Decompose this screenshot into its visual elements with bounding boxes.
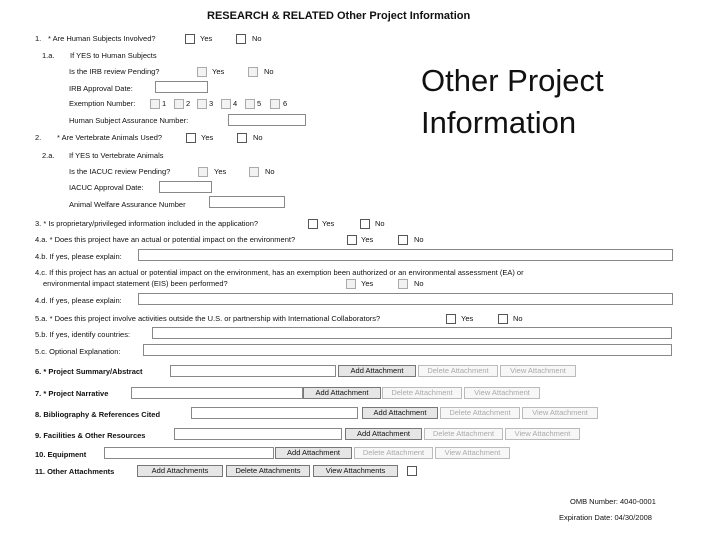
q1-yes-label: Yes: [200, 34, 213, 43]
q6-filename-field: [170, 365, 336, 377]
irb-date-field[interactable]: [155, 81, 208, 93]
irb-pending-yes-checkbox[interactable]: [197, 67, 207, 77]
q9-filename-field: [174, 428, 342, 440]
q7-filename-field: [131, 387, 303, 399]
q3-no-checkbox[interactable]: [360, 219, 370, 229]
q8-add-attachment-button[interactable]: Add Attachment: [362, 407, 438, 419]
welfare-field[interactable]: [209, 196, 285, 208]
q5a-yes-checkbox[interactable]: [446, 314, 456, 324]
q4c-no-label: No: [414, 279, 424, 288]
q3-no-label: No: [375, 219, 385, 228]
exemption-6-label: 6: [283, 99, 288, 108]
exemption-2-checkbox[interactable]: [174, 99, 184, 109]
iacuc-pending-no-label: No: [265, 167, 275, 176]
exemption-5-checkbox[interactable]: [245, 99, 255, 109]
q5b-label: 5.b. If yes, identify countries:: [35, 330, 131, 339]
q4a-yes-checkbox[interactable]: [347, 235, 357, 245]
q5a-yes-label: Yes: [461, 314, 474, 323]
exemption-5-label: 5: [257, 99, 262, 108]
q3-label: 3. * Is proprietary/privileged information included in the application?: [35, 219, 259, 228]
q5c-label: 5.c. Optional Explanation:: [35, 347, 121, 356]
q11-delete-attachments-button[interactable]: Delete Attachments: [226, 465, 310, 477]
q4b-explain-field[interactable]: [138, 249, 673, 261]
q5a-no-label: No: [513, 314, 523, 323]
q10-view-attachment-button[interactable]: View Attachment: [435, 447, 510, 459]
q4c-line1: 4.c. If this project has an actual or potential impact on the environment, has an exemption been authorized or an environmental assessment (EA) or: [35, 268, 524, 277]
q5c-explanation-field[interactable]: [143, 344, 672, 356]
iacuc-date-field[interactable]: [159, 181, 212, 193]
q8-view-attachment-button[interactable]: View Attachment: [522, 407, 598, 419]
q3-yes-label: Yes: [322, 219, 335, 228]
q4a-no-label: No: [414, 235, 424, 244]
q9-delete-attachment-button[interactable]: Delete Attachment: [424, 428, 503, 440]
irb-pending-no-label: No: [264, 67, 274, 76]
q4d-label: 4.d. If yes, please explain:: [35, 296, 122, 305]
exemption-label: Exemption Number:: [69, 99, 136, 108]
slide-title-line1: Other Project: [421, 63, 604, 98]
exemption-4-label: 4: [233, 99, 238, 108]
q9-view-attachment-button[interactable]: View Attachment: [505, 428, 580, 440]
q9-add-attachment-button[interactable]: Add Attachment: [345, 428, 422, 440]
exemption-3-label: 3: [209, 99, 214, 108]
q4c-no-checkbox[interactable]: [398, 279, 408, 289]
iacuc-pending-yes-label: Yes: [214, 167, 227, 176]
irb-pending-yes-label: Yes: [212, 67, 225, 76]
q1-no-label: No: [252, 34, 262, 43]
exemption-6-checkbox[interactable]: [270, 99, 280, 109]
q3-yes-checkbox[interactable]: [308, 219, 318, 229]
q2a-label: If YES to Vertebrate Animals: [69, 151, 164, 160]
q11-view-attachments-button[interactable]: View Attachments: [313, 465, 398, 477]
q1a-number: 1.a.: [42, 51, 55, 60]
form-title: RESEARCH & RELATED Other Project Information: [207, 10, 471, 22]
q6-delete-attachment-button[interactable]: Delete Attachment: [418, 365, 498, 377]
q8-filename-field: [191, 407, 358, 419]
assurance-field[interactable]: [228, 114, 306, 126]
exemption-1-checkbox[interactable]: [150, 99, 160, 109]
q11-label: 11. Other Attachments: [35, 467, 115, 476]
q4a-no-checkbox[interactable]: [398, 235, 408, 245]
q5b-countries-field[interactable]: [152, 327, 672, 339]
q10-label: 10. Equipment: [35, 450, 87, 459]
q2-no-checkbox[interactable]: [237, 133, 247, 143]
q11-checkbox[interactable]: [407, 466, 417, 476]
q2-no-label: No: [253, 133, 263, 142]
q2-yes-label: Yes: [201, 133, 214, 142]
q6-view-attachment-button[interactable]: View Attachment: [500, 365, 576, 377]
q1a-label: If YES to Human Subjects: [70, 51, 157, 60]
q7-add-attachment-button[interactable]: Add Attachment: [303, 387, 381, 399]
q6-label: 6. * Project Summary/Abstract: [35, 367, 143, 376]
q1-label: * Are Human Subjects Involved?: [48, 34, 156, 43]
q1-no-checkbox[interactable]: [236, 34, 246, 44]
q7-label: 7. * Project Narrative: [35, 389, 109, 398]
welfare-label: Animal Welfare Assurance Number: [69, 200, 186, 209]
q4a-yes-label: Yes: [361, 235, 374, 244]
q5a-label: 5.a. * Does this project involve activities outside the U.S. or partnership with International Collaborators?: [35, 314, 381, 323]
exemption-2-label: 2: [186, 99, 191, 108]
q7-view-attachment-button[interactable]: View Attachment: [464, 387, 540, 399]
q10-add-attachment-button[interactable]: Add Attachment: [275, 447, 352, 459]
q2-label: * Are Vertebrate Animals Used?: [57, 133, 163, 142]
q2-yes-checkbox[interactable]: [186, 133, 196, 143]
iacuc-pending-yes-checkbox[interactable]: [198, 167, 208, 177]
assurance-label: Human Subject Assurance Number:: [69, 116, 189, 125]
irb-date-label: IRB Approval Date:: [69, 84, 133, 93]
exemption-3-checkbox[interactable]: [197, 99, 207, 109]
q5a-no-checkbox[interactable]: [498, 314, 508, 324]
q1-number: 1.: [35, 34, 42, 43]
q4a-label: 4.a. * Does this project have an actual or potential impact on the environment?: [35, 235, 296, 244]
q8-delete-attachment-button[interactable]: Delete Attachment: [440, 407, 520, 419]
iacuc-pending-no-checkbox[interactable]: [249, 167, 259, 177]
q2-number: 2.: [35, 133, 42, 142]
q4d-explain-field[interactable]: [138, 293, 673, 305]
q6-add-attachment-button[interactable]: Add Attachment: [338, 365, 416, 377]
q10-delete-attachment-button[interactable]: Delete Attachment: [354, 447, 433, 459]
q8-label: 8. Bibliography & References Cited: [35, 410, 161, 419]
exemption-4-checkbox[interactable]: [221, 99, 231, 109]
irb-pending-no-checkbox[interactable]: [248, 67, 258, 77]
q2a-number: 2.a.: [42, 151, 55, 160]
q7-delete-attachment-button[interactable]: Delete Attachment: [382, 387, 462, 399]
q4c-yes-label: Yes: [361, 279, 374, 288]
iacuc-date-label: IACUC Approval Date:: [69, 183, 144, 192]
omb-number: OMB Number: 4040-0001: [570, 497, 656, 506]
irb-pending-label: Is the IRB review Pending?: [69, 67, 160, 76]
exemption-1-label: 1: [162, 99, 167, 108]
q4c-line2: environmental impact statement (EIS) been performed?: [43, 279, 228, 288]
q10-filename-field: [104, 447, 274, 459]
iacuc-pending-label: Is the IACUC review Pending?: [69, 167, 171, 176]
q1-yes-checkbox[interactable]: [185, 34, 195, 44]
q4b-label: 4.b. If yes, please explain:: [35, 252, 122, 261]
slide-title-line2: Information: [421, 105, 577, 140]
q4c-yes-checkbox[interactable]: [346, 279, 356, 289]
q11-add-attachments-button[interactable]: Add Attachments: [137, 465, 223, 477]
expiration-date: Expiration Date: 04/30/2008: [559, 513, 652, 522]
q9-label: 9. Facilities & Other Resources: [35, 431, 146, 440]
